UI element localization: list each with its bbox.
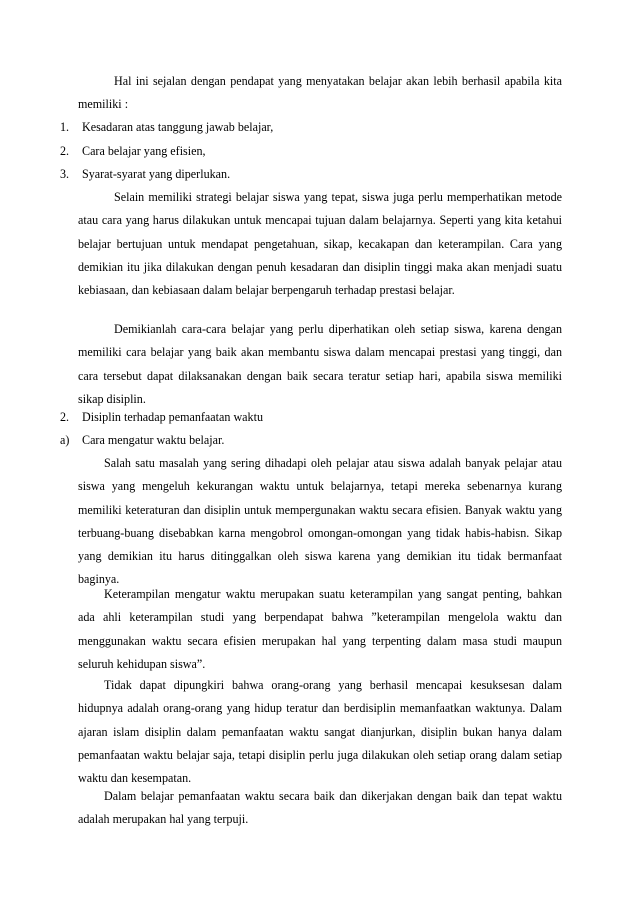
list-item <box>60 116 560 139</box>
list-text: Cara belajar yang efisien, <box>82 144 206 158</box>
list-marker: 2. <box>60 144 70 158</box>
list-text: Kesadaran atas tanggung jawab belajar, <box>82 120 274 134</box>
list-item <box>60 163 560 186</box>
body-paragraph: Demikianlah cara-cara belajar yang perlu diperhatikan oleh setiap siswa, karena dengan memiliki cara belajar yang baik akan membantu siswa dalam mencapai prestasi yang tinggi, dan cara tersebut dapat dilaksanakan dengan baik secara teratur setiap hari, apabila siswa memiliki sikap disiplin. <box>78 322 562 406</box>
list-item <box>60 140 560 163</box>
heading-marker: 2. <box>60 410 70 424</box>
body-paragraph: Dalam belajar pemanfaatan waktu secara baik dan dikerjakan dengan baik dan tepat waktu adalah merupakan hal yang terpuji. <box>78 789 562 827</box>
body-paragraph: Keterampilan mengatur waktu merupakan suatu keterampilan yang sangat penting, bahkan ada ahli keterampilan studi yang berpendapat bahwa ”keterampilan mengelola waktu dan menggunakan waktu secara efisien merupakan hal yang terpenting dalam masa studi maupun seluruh kehidupan siswa”. <box>78 587 562 671</box>
subsection-heading <box>60 429 560 452</box>
heading-text: Disiplin terhadap pemanfaatan waktu <box>82 410 264 424</box>
heading-marker: a) <box>60 433 70 447</box>
body-paragraph: Tidak dapat dipungkiri bahwa orang-orang yang berhasil mencapai kesuksesan dalam hidupnya adalah orang-orang yang hidup teratur dan berdisiplin memanfaatkan waktunya. Dalam ajaran islam disiplin dalam pemanfaatan waktu sangat dianjurkan, disiplin bukan hanya dalam pemanfaatan waktu belajar saja, tetapi disiplin perlu juga dilakukan oleh setiap orang dalam setiap waktu dan kesempatan. <box>78 678 562 786</box>
list-marker: 3. <box>60 167 70 181</box>
body-paragraph: Selain memiliki strategi belajar siswa yang tepat, siswa juga perlu memperhatikan metode atau cara yang harus dilakukan untuk mencapai tujuan dalam belajarnya. Seperti yang kita ketahui belajar bertujuan untuk mendapat pengetahuan, sikap, kecakapan dan keterampilan. Cara yang demikian itu jika dilakukan dengan penuh kesadaran dan disiplin tinggi maka akan menjadi suatu kebiasaan, dan kebiasaan dalam belajar berpengaruh terhadap prestasi belajar. <box>78 190 562 298</box>
section-heading <box>60 406 560 429</box>
heading-text: Cara mengatur waktu belajar. <box>82 433 225 447</box>
list-marker: 1. <box>60 120 70 134</box>
body-paragraph: Salah satu masalah yang sering dihadapi oleh pelajar atau siswa adalah banyak pelajar atau siswa yang mengeluh kekurangan waktu untuk belajarnya, tetapi mereka sebenarnya kurang memiliki keteraturan dan disiplin untuk mempergunakan waktu secara efisien. Banyak waktu yang terbuang-buang disebabkan karna mengobrol omongan-omongan yang tidak habis-habisn. Sikap yang demikian itu harus ditinggalkan oleh siswa karena yang demikian itu tidak bermanfaat baginya. <box>78 456 562 587</box>
intro-paragraph: Hal ini sejalan dengan pendapat yang menyatakan belajar akan lebih berhasil apabila kita memiliki : <box>78 74 562 112</box>
list-text: Syarat-syarat yang diperlukan. <box>82 167 231 181</box>
